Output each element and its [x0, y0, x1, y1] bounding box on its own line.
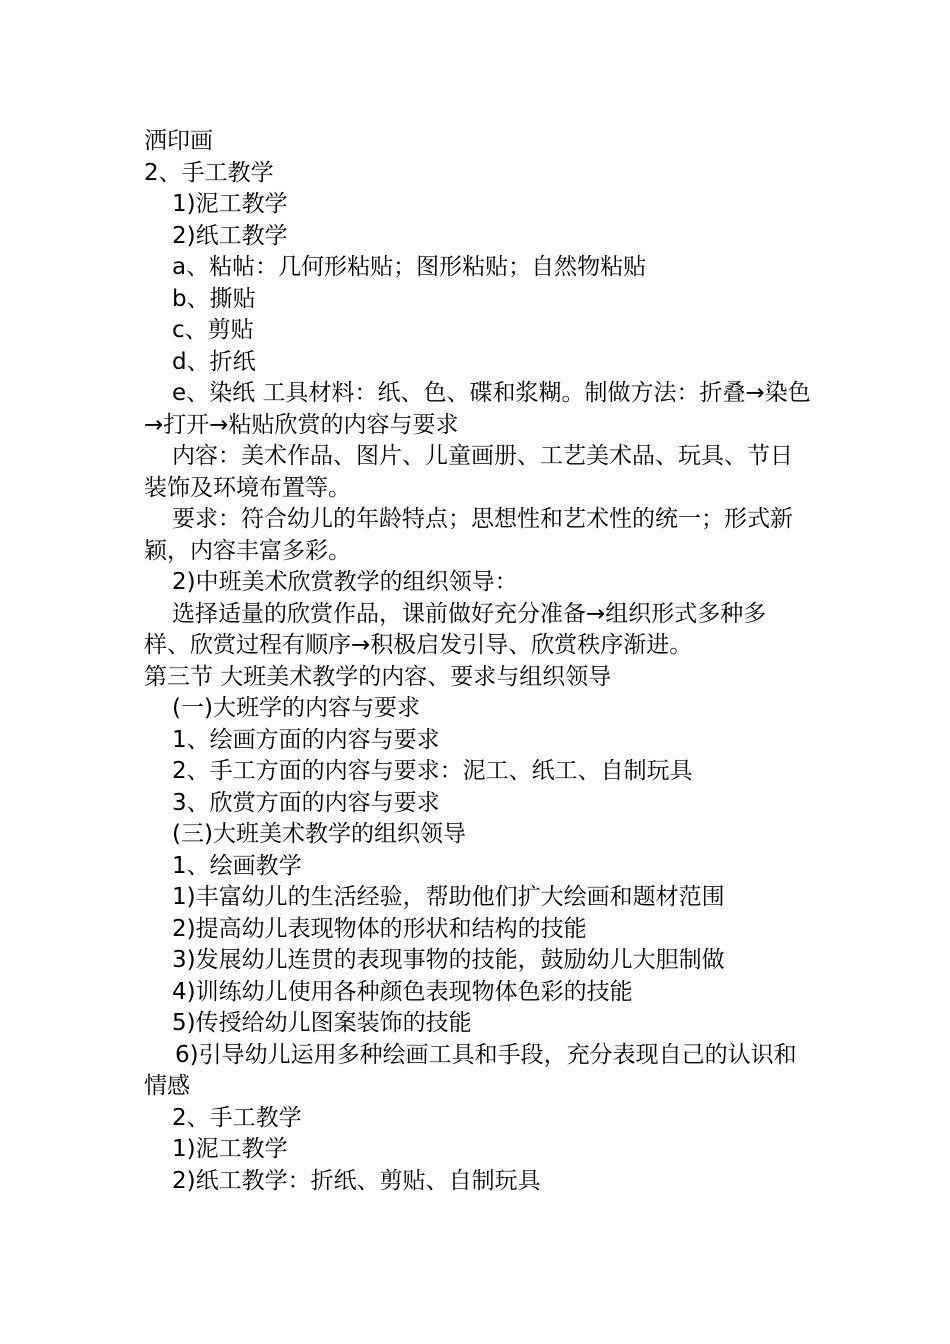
document-body [144, 126, 812, 1197]
list-item: a、粘帖：几何形粘贴；图形粘贴；自然物粘贴 [172, 254, 647, 280]
list-item: 1)丰富幼儿的生活经验，帮助他们扩大绘画和题材范围 [172, 884, 725, 910]
text-line: 1、绘画方面的内容与要求 [172, 726, 440, 753]
paragraph: e、染纸 工具材料：纸、色、碟和浆糊。制做方法：折叠→染色→打开→粘贴欣赏的内容与要求 [144, 380, 811, 438]
text-line: 1)泥工教学 [172, 191, 288, 217]
text-line: 洒印画 [144, 128, 213, 154]
list-item: b、撕贴 [172, 285, 256, 312]
text-line: 2)纸工教学：折纸、剪贴、自制玩具 [172, 1167, 541, 1194]
text-line: 2)纸工教学 [172, 222, 288, 249]
text-line: 2)中班美术欣赏教学的组织领导： [172, 569, 518, 595]
paragraph: 选择适量的欣赏作品，课前做好充分准备→组织形式多种多样、欣赏过程有顺序→积极启发引导、欣赏秩序渐进。 [144, 600, 767, 658]
list-item: 3)发展幼儿连贯的表现事物的技能，鼓励幼儿大胆制做 [172, 947, 725, 973]
text-line: (三)大班美术教学的组织领导 [172, 821, 466, 847]
text-line: 3、欣赏方面的内容与要求 [172, 789, 440, 816]
list-item: c、剪贴 [172, 317, 254, 343]
paragraph: 内容：美术作品、图片、儿童画册、工艺美术品、玩具、节日装饰及环境布置等。 [144, 443, 793, 501]
list-item: 2)提高幼儿表现物体的形状和结构的技能 [172, 915, 587, 942]
text-line: 2、手工教学 [172, 1104, 302, 1131]
paragraph: 6)引导幼儿运用多种绘画工具和手段，充分表现自己的认识和情感 [144, 1041, 797, 1099]
list-item: 5)传授给幼儿图案装饰的技能 [172, 1010, 472, 1036]
section-title: 第三节 大班美术教学的内容、要求与组织领导 [144, 663, 612, 690]
list-item: d、折纸 [172, 348, 256, 375]
text-line: (一)大班学的内容与要求 [172, 695, 420, 721]
paragraph: 要求：符合幼儿的年龄特点；思想性和艺术性的统一；形式新颖，内容丰富多彩。 [144, 506, 793, 564]
text-line: 1、绘画教学 [172, 852, 302, 879]
section-heading: 2、手工教学 [144, 159, 274, 186]
text-line: 1)泥工教学 [172, 1136, 288, 1162]
list-item: 4)训练幼儿使用各种颜色表现物体色彩的技能 [172, 978, 633, 1005]
text-line: 2、手工方面的内容与要求：泥工、纸工、自制玩具 [172, 758, 693, 784]
